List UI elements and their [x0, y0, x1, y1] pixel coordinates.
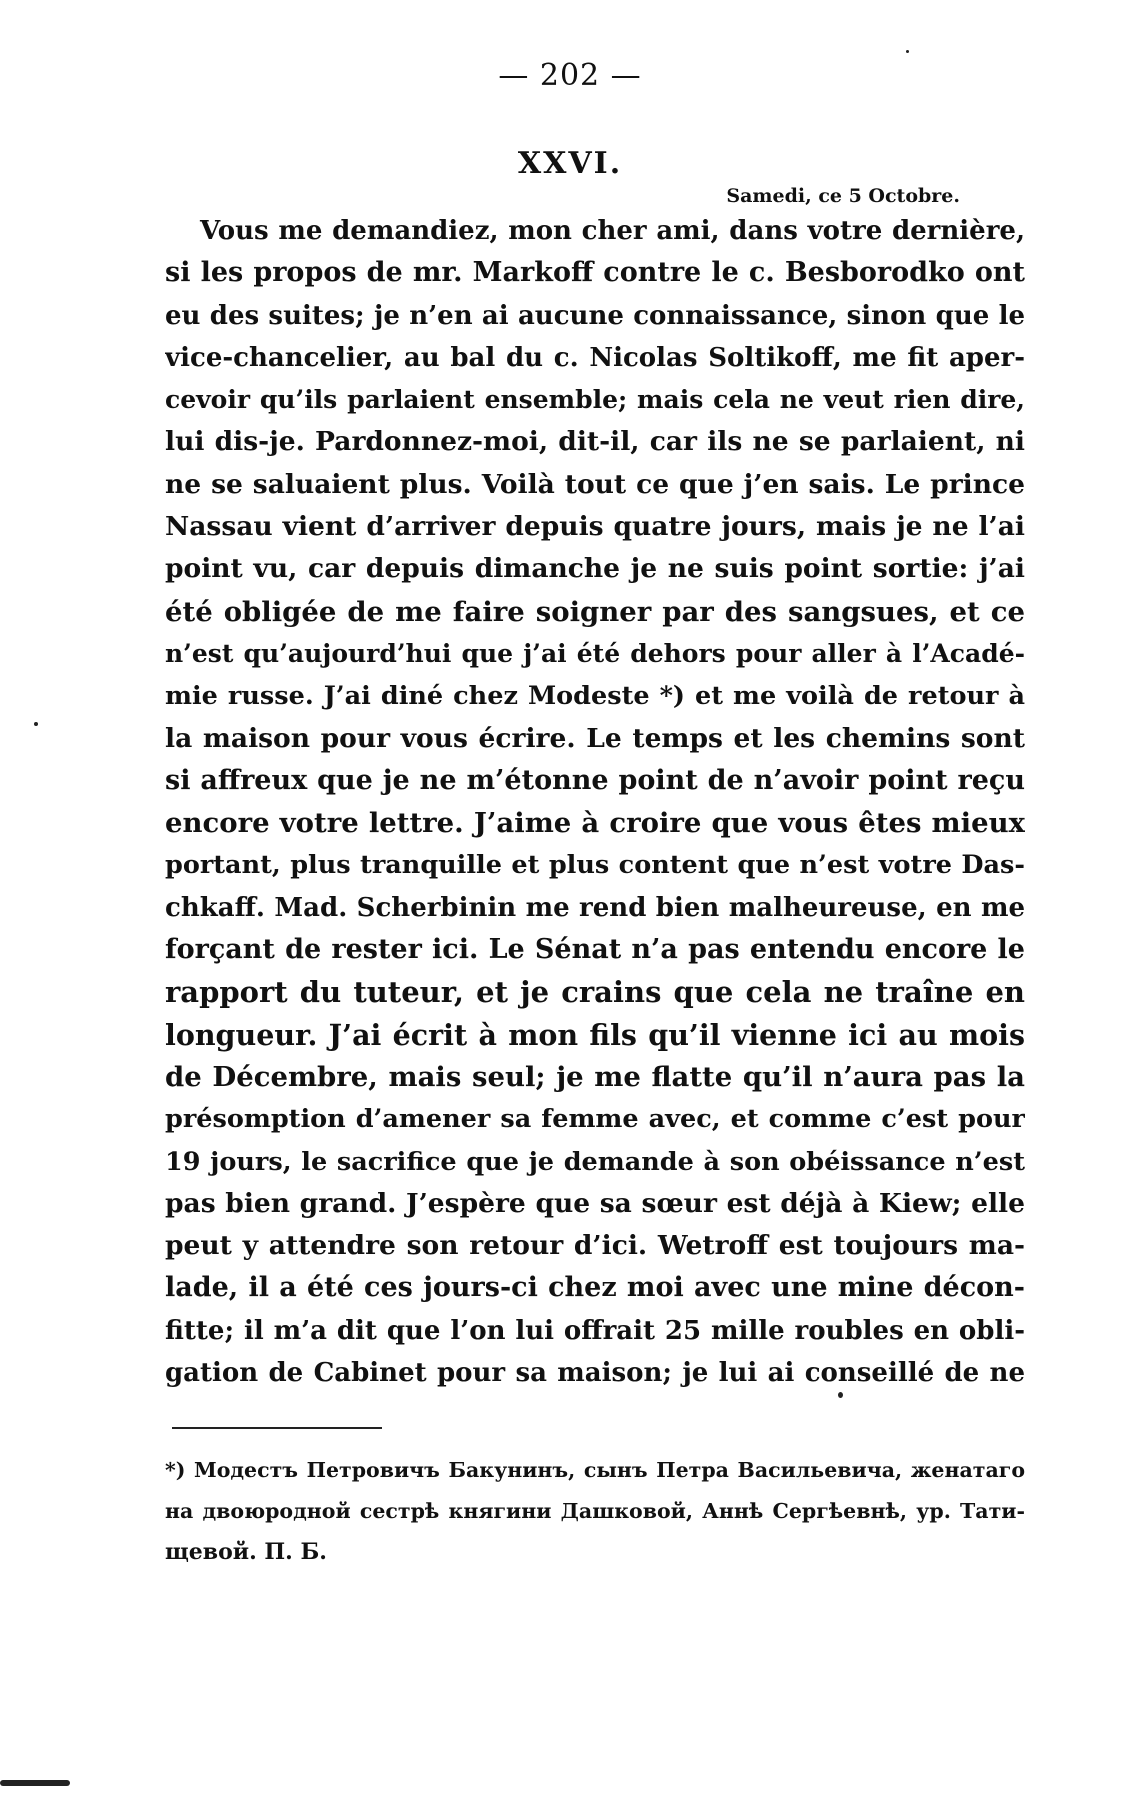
footnote-line: *) Модестъ Петровичъ Бакунинъ, сынъ Петра Васильевича, женатаго: [165, 1458, 1025, 1482]
text-line: eu des suites; je n’en ai aucune connaissance, sinon que le: [165, 300, 1025, 331]
text-line: vice-chancelier, au bal du c. Nicolas Soltikoff, me fit aper-: [165, 342, 1025, 373]
scan-speck: [838, 1392, 843, 1398]
text-line: si les propos de mr. Markoff contre le c. Besborodko ont: [165, 257, 1025, 289]
text-line: lade, il a été ces jours-ci chez moi avec une mine décon-: [165, 1272, 1025, 1304]
text-line: cevoir qu’ils parlaient ensemble; mais cela ne veut rien dire,: [165, 385, 1025, 415]
text-line: rapport du tuteur, et je crains que cela ne traîne en: [165, 975, 1025, 1010]
text-line: Nassau vient d’arriver depuis quatre jours, mais je ne l’ai: [165, 511, 1025, 543]
text-line: point vu, car depuis dimanche je ne suis point sortie: j’ai: [165, 553, 1025, 585]
letter-body: [165, 210, 1025, 1394]
scan-speck: [0, 1780, 70, 1786]
letter-dateline: Samedi, ce 5 Octobre.: [726, 185, 960, 207]
text-line: portant, plus tranquille et plus content que n’est votre Das-: [165, 850, 1025, 881]
text-line: longueur. J’ai écrit à mon fils qu’il vienne ici au mois: [165, 1017, 1025, 1052]
text-line: de Décembre, mais seul; je me flatte qu’il n’aura pas la: [165, 1060, 1025, 1093]
text-line: la maison pour vous écrire. Le temps et les chemins sont: [165, 722, 1025, 754]
footnote-separator: [172, 1427, 382, 1429]
text-line: encore votre lettre. J’aime à croire que vous êtes mieux: [165, 807, 1025, 840]
text-line: mie russe. J’ai diné chez Modeste *) et me voilà de retour à: [165, 681, 1025, 712]
text-line: ne se saluaient plus. Voilà tout ce que j’en sais. Le prince: [165, 468, 1025, 500]
chapter-heading: XXVI.: [517, 146, 623, 181]
text-line: forçant de rester ici. Le Sénat n’a pas entendu encore le: [165, 934, 1025, 966]
text-line: peut y attendre son retour d’ici. Wetroff est toujours ma-: [165, 1230, 1025, 1262]
text-line: Vous me demandiez, mon cher ami, dans votre dernière,: [200, 216, 1025, 246]
text-line: lui dis-je. Pardonnez-moi, dit-il, car ils ne se parlaient, ni: [165, 426, 1025, 458]
scan-speck: [34, 722, 38, 726]
text-line: 19 jours, le sacrifice que je demande à son obéissance n’est: [165, 1146, 1025, 1177]
text-line: été obligée de me faire soigner par des sangsues, et ce: [165, 595, 1025, 628]
scan-speck: [906, 50, 909, 53]
footnote-line: на двоюродной сестрѣ княгини Дашковой, Аннѣ Сергѣевнѣ, ур. Тати-: [165, 1499, 1025, 1523]
text-line: gation de Cabinet pour sa maison; je lui ai conseillé de ne: [165, 1358, 1025, 1389]
text-line: pas bien grand. J’espère que sa sœur est déjà à Kiew; elle: [165, 1187, 1025, 1219]
text-line: si affreux que je ne m’étonne point de n’avoir point reçu: [165, 764, 1025, 796]
text-line: fitte; il m’a dit que l’on lui offrait 25 mille roubles en obli-: [165, 1315, 1025, 1346]
footnote-line: щевой. П. Б.: [165, 1539, 327, 1565]
footnote: [165, 1450, 1025, 1573]
text-line: n’est qu’aujourd’hui que j’ai été dehors pour aller à l’Acadé-: [165, 638, 1025, 668]
text-line: présomption d’amener sa femme avec, et comme c’est pour: [165, 1104, 1025, 1135]
page-number: — 202 —: [498, 58, 642, 93]
text-line: chkaff. Mad. Scherbinin me rend bien malheureuse, en me: [165, 892, 1025, 923]
